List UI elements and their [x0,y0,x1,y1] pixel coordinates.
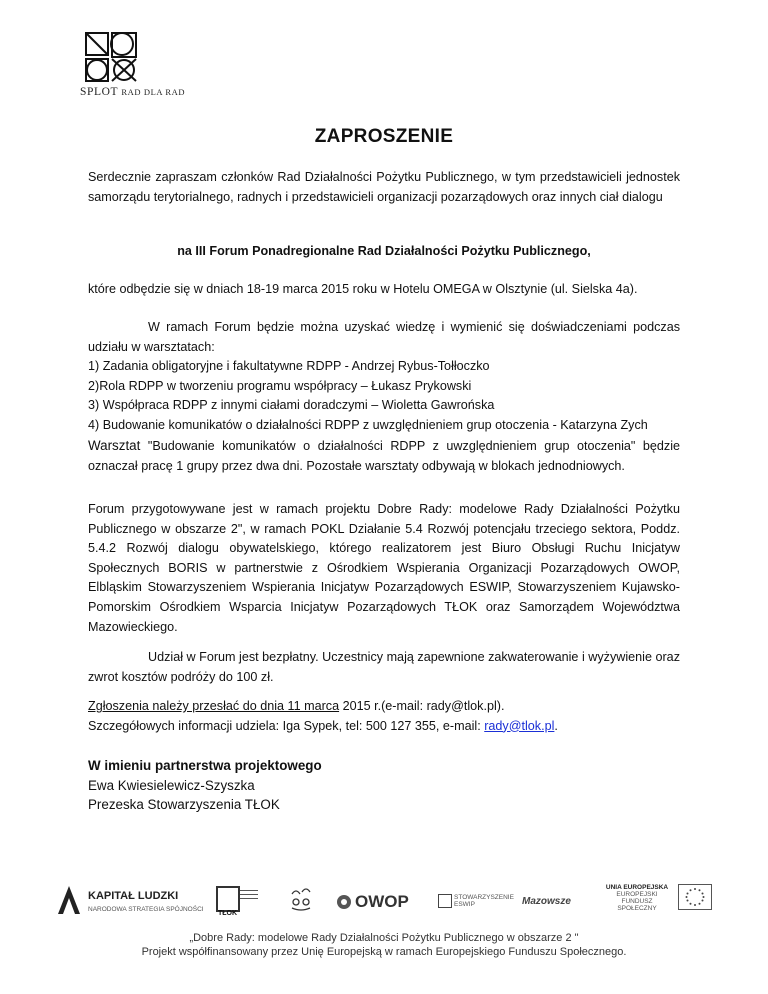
contact-line [88,717,680,737]
owop-icon [336,894,352,910]
owop-label: OWOP [355,892,409,911]
workshop-item: 1) Zadania obligatoryjne i fakultatywne RDPP - Andrzej Rybus-Tołłoczko [88,359,490,374]
workshops-block [88,318,680,436]
signature-title: Prezeska Stowarzyszenia TŁOK [88,797,280,812]
registration-deadline: Zgłoszenia należy przesłać do dnia 11 marca [88,699,340,713]
participation-info: Udział w Forum jest bezpłatny. Uczestnicy mają zapewnione zakwaterowanie i wyżywienie oraz zwrot kosztów podróży do 100 zł. [88,650,680,684]
workshop-note-text: "Budowanie komunikatów o działalności RDPP z uwzględnieniem grup otoczenia" będzie oznaczał pracę 1 grupy przez dwa dni. Pozostałe warsztaty odbywają w blokach jednodniowych. [88,439,680,473]
eu-flag-icon [678,884,712,910]
registration-email: 2015 r.(e-mail: rady@tlok.pl). [339,699,505,713]
event-name: na III Forum Ponadregionalne Rad Działalności Pożytku Publicznego, [177,244,591,258]
footer-logos [56,880,716,930]
eswip-icon [438,894,452,908]
boris-icon [288,886,314,912]
contact-prefix: Szczegółowych informacji udziela: Iga Sypek, tel: 500 127 355, e-mail: [88,718,485,733]
signature-header: W imieniu partnerstwa projektowego [88,758,322,773]
boris-logo [288,886,314,917]
registration-line [88,697,680,717]
kapital-sub: NARODOWA STRATEGIA SPÓJNOŚCI [88,906,204,913]
tlok-icon [216,886,240,912]
contact-email-link[interactable]: rady@tlok.pl [484,718,555,733]
ue-line2: EUROPEJSKI [616,891,658,898]
project-info: Forum przygotowywane jest w ramach projektu Dobre Rady: modelowe Rady Działalności Pożytku Publicznego w obszarze 2", w ramach POKL Działanie 5.4 Rozwój potencjału trzeciego sektora, Poddz. 5.4.2 Rozwój dialogu obywatelskiego, którego realizatorem jest Biuro Obsługi Ruchu Inicjatyw Społecznych BORIS w partnerstwie z Ośrodkiem Wspierania Organizacji Pozarządowych OWOP, Elbląskim Stowarzyszeniem Wspierania Inicjatyw Pozarządowych ESWIP, Stowarzyszeniem Kujawsko-Pomorskim Ośrodkiem Wsparcia Inicjatyw Pozarządowych TŁOK oraz Samorządem Województwa Mazowieckiego. [88,502,680,634]
footer-line-1: „Dobre Rady: modelowe Rady Działalności Pożytku Publicznego w obszarze 2 " [189,932,579,944]
logo-text: SPLOT [80,86,119,98]
ue-logo [602,884,672,912]
signature-name: Ewa Kwiesielewicz-Szyszka [88,777,255,793]
event-details: które odbędzie się w dniach 18-19 marca 2015 roku w Hotelu OMEGA w Olsztynie (ul. Sielska 4a). [88,282,638,296]
registration-block [88,697,680,736]
workshop-item: 3) Współpraca RDPP z innymi ciałami doradczymi – Wioletta Gawrońska [88,398,495,413]
kapital-title: KAPITAŁ LUDZKI [88,890,179,902]
eu-flag [678,884,712,915]
splot-logo [80,30,190,86]
signature-block [88,756,322,815]
workshop-note-lead: Warsztat [88,438,141,453]
contact-suffix: . [554,718,558,733]
eswip-line1: STOWARZYSZENIE [454,894,514,901]
logo-text-small: RAD DLA RAD [121,87,186,97]
ue-line1: UNIA EUROPEJSKA [605,884,669,891]
workshop-item: 4) Budowanie komunikatów o działalności RDPP z uwzględnieniem grup otoczenia - Katarzyna Zych [88,417,648,432]
tlok-label: TŁOK [218,910,238,917]
eswip-line2: ESWIP [454,901,475,908]
ue-line3: FUNDUSZ SPOŁECZNY [617,898,657,912]
page-title: ZAPROSZENIE [314,126,454,147]
workshop-note [88,436,680,476]
mazowsze-logo: Mazowsze [522,896,571,907]
intro-paragraph: Serdecznie zapraszam członków Rad Działalności Pożytku Publicznego, w tym przedstawicieli jednostek samorządu terytorialnego, radnych i przedstawicieli organizacji pozarządowych oraz innych ciał dialogu [88,170,680,204]
footer-line-2: Projekt współfinansowany przez Unię Europejską w ramach Europejskiego Funduszu Społecznego. [141,946,627,958]
logo-caption [80,86,210,98]
splot-logo-icon [80,30,140,86]
workshop-item: 2)Rola RDPP w tworzeniu programu współpracy – Łukasz Prykowski [88,378,472,393]
workshops-intro: W ramach Forum będzie można uzyskać wiedzę i wymienić się doświadczeniami podczas udziału w warsztatach: [88,320,680,354]
kapital-ludzki-icon [56,884,82,916]
